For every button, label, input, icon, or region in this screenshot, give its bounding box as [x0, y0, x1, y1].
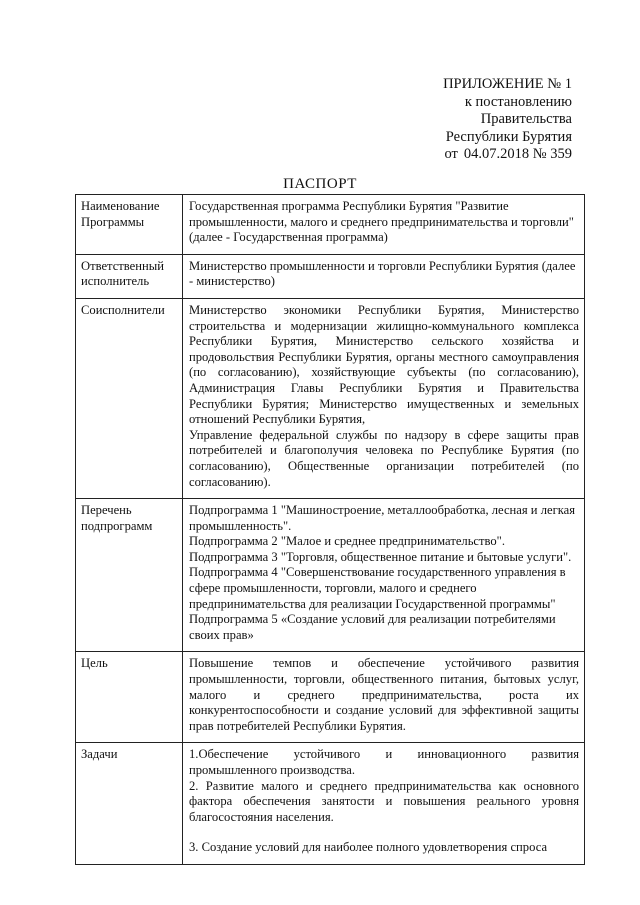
table-row: [76, 652, 585, 743]
goal-text: Повышение темпов и обеспечение устойчивого развития промышленности, торговли, общественного питания, бытовых услуг, малого и среднего предпринимательства, роста их конкурентоспособности и создание условий для эффективной защиты прав потребителей Республики Бурятия.: [189, 656, 579, 733]
row-label-goal: Цель: [76, 652, 183, 743]
subprogram-1-text: Подпрограмма 1 "Машиностроение, металлообработка, лесная и легкая промышленность".: [189, 503, 576, 533]
appendix-header: [372, 76, 572, 164]
program-name-text: Государственная программа Республики Бурятия "Развитие промышленности, малого и среднего предпринимательства и торговли" (далее - Государственная программа): [189, 199, 574, 245]
subprogram-3-text: Подпрограмма 3 "Торговля, общественное питание и бытовые услуги".: [189, 549, 572, 564]
row-value-tasks: [183, 743, 585, 865]
table-row: [76, 743, 585, 865]
date-prefix: от: [444, 146, 458, 162]
row-label-coexecutors: Соисполнители: [76, 298, 183, 498]
table-row: [76, 195, 585, 255]
resolution-date-number: 04.07.2018 № 359: [463, 146, 572, 162]
appendix-ref-line: к постановлению: [464, 93, 572, 110]
row-value-goal: [183, 652, 585, 743]
responsible-executor-text: Министерство промышленности и торговли Республики Бурятия (далее - министерство): [189, 258, 576, 289]
row-label-responsible: Ответственный исполнитель: [76, 254, 183, 298]
table-row: [76, 499, 585, 652]
task-1-text: 1.Обеспечение устойчивого и инновационного развития промышленного производства.: [189, 747, 579, 777]
task-3-text: 3. Создание условий для наиболее полного удовлетворения спроса: [189, 840, 548, 855]
appendix-republic-line: Республики Бурятия: [445, 128, 572, 145]
coexecutors-text-1: Министерство экономики Республики Бурятия, Министерство строительства и модернизации жилищно-коммунального комплекса Республики Бурятия, Министерство сельского хозяйства и продовольствия Республики Бурятия, органы местного самоуправления (по согласованию), хозяйствующие субъекты (по согласованию), Администрация Главы Республики Бурятия и Правительства Республики Бурятия; Министерство имущественных и земельных отношений Республики Бурятия,: [189, 302, 579, 427]
row-value-name: [183, 195, 585, 255]
row-label-tasks: Задачи: [76, 743, 183, 865]
table-row: [76, 298, 585, 498]
row-label-name: Наименование Программы: [76, 195, 183, 255]
subprogram-2-text: Подпрограмма 2 "Малое и среднее предпринимательство".: [189, 534, 505, 549]
row-value-subprograms: [183, 499, 585, 652]
coexecutors-text-2: Управление федеральной службы по надзору в сфере защиты прав потребителей и благополучия человека по Республике Бурятия (по согласованию), Общественные организации потребителей (по согласованию).: [189, 427, 579, 489]
passport-table: [75, 194, 585, 865]
appendix-number: ПРИЛОЖЕНИЕ № 1: [443, 76, 572, 92]
task-2-text: 2. Развитие малого и среднего предпринимательства как основного фактора обеспечения занятости и повышения реального уровня благосостояния населения.: [189, 778, 579, 824]
subprogram-5-text: Подпрограмма 5 «Создание условий для реализации потребителями своих прав»: [189, 612, 556, 642]
row-value-coexecutors: [183, 298, 585, 498]
row-value-responsible: [183, 254, 585, 298]
appendix-issuer-line: Правительства: [480, 111, 572, 127]
table-row: [76, 254, 585, 298]
subprogram-4-text: Подпрограмма 4 "Совершенствование государственного управления в сфере промышленности, торговли, малого и среднего предпринимательства для реализации Государственной программы": [189, 565, 566, 611]
page-title: ПАСПОРТ: [283, 176, 357, 192]
appendix-date-line: [372, 146, 572, 164]
row-label-subprograms: Перечень подпрограмм: [76, 499, 183, 652]
